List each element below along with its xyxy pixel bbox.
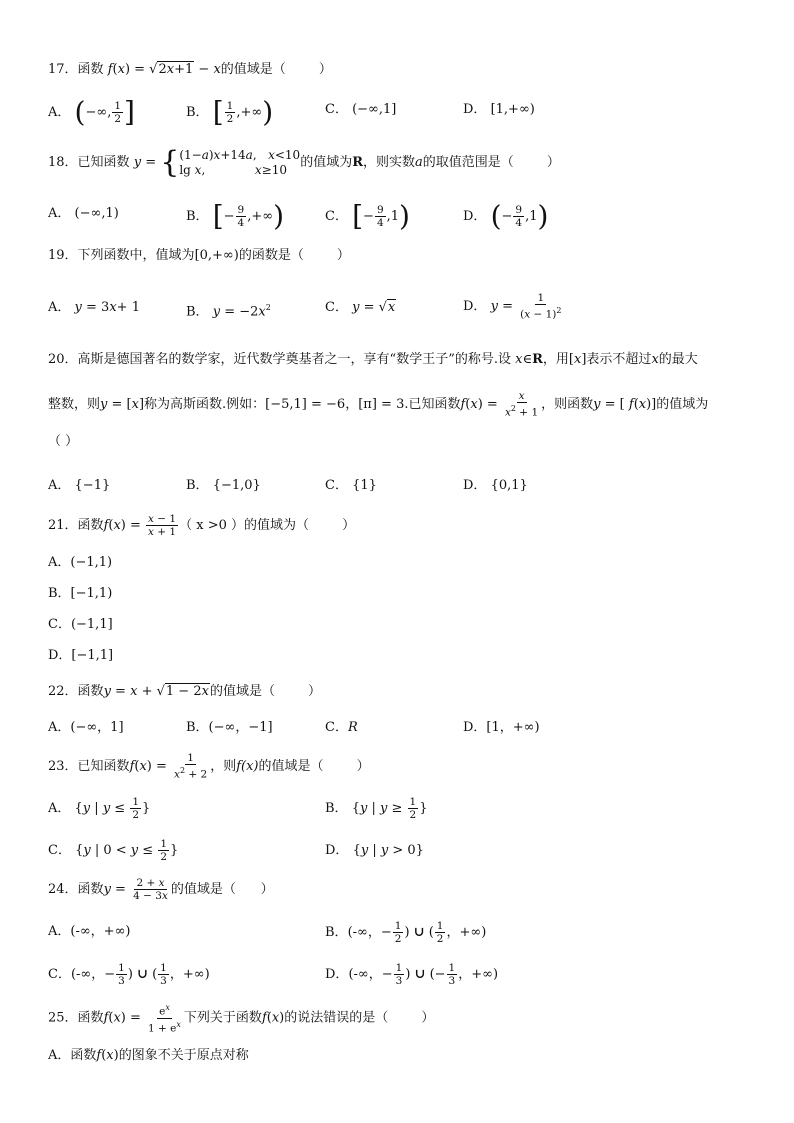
option-17-b: B． [ $\frac{1}{2}$ ,+∞) bbox=[186, 95, 274, 129]
option-22-b: B．(−∞，−1] bbox=[186, 720, 273, 735]
question-20-line1: 20．高斯是德国著名的数学家，近代数学奠基者之一，享有“数学王子”的称号.设 x∈R，用[x]表示不超过x的最大 bbox=[48, 352, 698, 367]
option-22-a: A．(−∞，1] bbox=[48, 720, 124, 735]
option-17-c: C． (−∞,1] bbox=[325, 102, 397, 117]
question-22-stem: 22．函数y = x + √1 − 2x的值域是（ ） bbox=[48, 684, 322, 699]
option-18-b: B． [− $\frac{9}{4}$ ,+∞) bbox=[186, 199, 285, 233]
option-23-a: A． {y | y ≤ $\frac{1}{2}$ } bbox=[48, 796, 151, 821]
option-18-d: D． (− $\frac{9}{4}$ ,1) bbox=[463, 199, 549, 233]
option-20-b: B． {−1,0} bbox=[186, 478, 261, 493]
option-21-d: D．[−1,1] bbox=[48, 648, 114, 663]
option-19-c: C． y = √x bbox=[325, 300, 396, 315]
option-18-c: C． [− $\frac{9}{4}$ ,1) bbox=[325, 199, 410, 233]
question-19-stem: 19．下列函数中，值域为[0,+∞)的函数是（ ） bbox=[48, 248, 350, 263]
option-20-d: D． {0,1} bbox=[463, 478, 528, 493]
option-21-b: B．[−1,1) bbox=[48, 586, 113, 601]
option-25-a: A．函数f(x)的图象不关于原点对称 bbox=[48, 1048, 249, 1063]
option-21-c: C．(−1,1] bbox=[48, 617, 113, 632]
option-19-a: A． y = 3x+ 1 bbox=[48, 300, 140, 315]
question-20-line3: （ ） bbox=[48, 434, 79, 449]
question-18-stem: 18．已知函数 y = { (1−a)x+14a, x<10 lg x, x≥10 的值域为R，则实数a的取值范围是（ ） bbox=[48, 144, 560, 180]
option-17-a: A． (−∞, $\frac{1}{2}$ ] bbox=[48, 95, 135, 129]
option-19-b: B． $y = -2x^2$ bbox=[186, 303, 271, 320]
option-24-b: B．(-∞，− $\frac{1}{2}$ ) ∪ ( $\frac{1}{2}$ ，+∞) bbox=[325, 920, 487, 945]
option-19-d: D． y = $\frac{1}{(x - 1)^2}$ bbox=[463, 292, 562, 321]
option-17-d: D． [1,+∞) bbox=[463, 102, 535, 117]
question-24-stem: 24．函数y = $\frac{2 + x}{4 - 3x}$ 的值域是（ ） bbox=[48, 877, 274, 902]
question-25-stem: 25．函数f(x) = $\frac{e^x}{1 + e^x}$ 下列关于函数f(x)的说法错误的是（ ） bbox=[48, 1003, 435, 1034]
option-23-b: B． {y | y ≥ $\frac{1}{2}$ } bbox=[325, 796, 428, 821]
option-22-c: C．R bbox=[325, 720, 358, 735]
question-17-stem: 17．函数 f(x) = √2x+1 − x的值域是（ ） bbox=[48, 62, 332, 77]
question-21-stem: 21．函数f(x) = $\frac{x - 1}{x + 1}$ （ x >0 ）的值域为（ ） bbox=[48, 513, 356, 538]
option-23-d: D． {y | y > 0} bbox=[325, 843, 424, 858]
option-21-a: A．(−1,1) bbox=[48, 555, 113, 570]
option-24-a: A．(-∞，+∞) bbox=[48, 924, 131, 939]
option-22-d: D．[1，+∞) bbox=[463, 720, 540, 735]
question-23-stem: 23．已知函数f(x) = $\frac{1}{x^2 + 2}$ ，则f(x)的值域是（ ） bbox=[48, 752, 370, 781]
option-23-c: C． {y | 0 < y ≤ $\frac{1}{2}$ } bbox=[48, 838, 179, 863]
question-20-line2: 整数，则y = [x]称为高斯函数.例如：[−5,1] = −6，[π] = 3.已知函数f(x) = $\frac{x}{x^2 + 1}$ ，则函数y = [ f(x)]的值域为 bbox=[48, 390, 709, 419]
option-24-d: D．(-∞，− $\frac{1}{3}$ ) ∪ (− $\frac{1}{3}$ ，+∞) bbox=[325, 962, 499, 987]
option-20-c: C． {1} bbox=[325, 478, 377, 493]
option-18-a: A． (−∞,1) bbox=[48, 206, 119, 221]
option-24-c: C．(-∞，− $\frac{1}{3}$ ) ∪ ( $\frac{1}{3}$ ，+∞) bbox=[48, 962, 210, 987]
option-20-a: A． {−1} bbox=[48, 478, 111, 493]
